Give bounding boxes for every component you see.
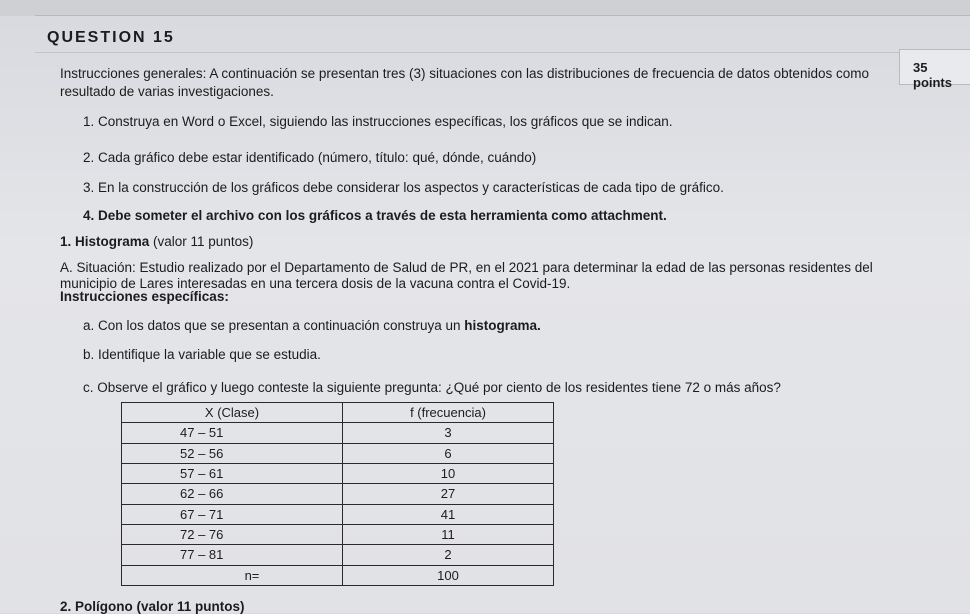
- top-divider: [35, 15, 970, 16]
- intro-line-2: resultado de varias investigaciones.: [60, 84, 274, 99]
- frequency-cell: 6: [343, 443, 554, 463]
- table-header-row: [122, 403, 554, 423]
- table-total-row: [122, 565, 554, 585]
- section2-heading: 2. Polígono (valor 11 puntos): [60, 599, 245, 614]
- question-title: QUESTION 15: [47, 29, 175, 46]
- frequency-cell: 11: [343, 524, 554, 544]
- points-label: 35 points: [913, 60, 952, 90]
- class-cell: 62 – 66: [122, 484, 343, 504]
- table-row: [122, 484, 554, 504]
- section1-heading: [60, 234, 253, 249]
- class-cell: 47 – 51: [122, 423, 343, 443]
- class-cell: 77 – 81: [122, 545, 343, 565]
- specific-item-b: b. Identifique la variable que se estudia.: [83, 347, 321, 362]
- frequency-table: [121, 402, 554, 586]
- frequency-cell: 3: [343, 423, 554, 443]
- specific-item-c: c. Observe el gráfico y luego conteste la siguiente pregunta: ¿Qué por ciento de los residentes tiene 72 o más años?: [83, 380, 781, 395]
- class-cell: 67 – 71: [122, 504, 343, 524]
- general-item-3: 3. En la construcción de los gráficos debe considerar los aspectos y características de cada tipo de gráfico.: [83, 180, 724, 195]
- general-item-4: 4. Debe someter el archivo con los gráficos a través de esta herramienta como attachment.: [83, 208, 667, 223]
- situation-line-2: municipio de Lares interesadas en una tercera dosis de la vacuna contra el Covid-19.: [60, 276, 571, 291]
- general-item-1: 1. Construya en Word o Excel, siguiendo las instrucciones específicas, los gráficos que se indican.: [83, 114, 673, 129]
- table-row: [122, 463, 554, 483]
- table-row: [122, 423, 554, 443]
- top-band: [0, 0, 970, 16]
- general-item-2: 2. Cada gráfico debe estar identificado (número, título: qué, dónde, cuándo): [83, 150, 537, 165]
- specific-item-a: [83, 318, 541, 333]
- frequency-cell: 27: [343, 484, 554, 504]
- class-cell: 52 – 56: [122, 443, 343, 463]
- frequency-cell: 2: [343, 545, 554, 565]
- specific-item-a-text: a. Con los datos que se presentan a continuación construya un: [83, 318, 465, 333]
- total-value: 100: [343, 565, 554, 585]
- specific-instructions-heading: Instrucciones específicas:: [60, 289, 229, 304]
- table-row: [122, 524, 554, 544]
- table-row: [122, 545, 554, 565]
- class-cell: 57 – 61: [122, 463, 343, 483]
- situation-line-1: A. Situación: Estudio realizado por el Departamento de Salud de PR, en el 2021 para determinar la edad de las personas residentes del: [60, 260, 873, 275]
- table-row: [122, 443, 554, 463]
- section1-heading-bold: 1. Histograma: [60, 234, 150, 249]
- intro-line-1: Instrucciones generales: A continuación se presentan tres (3) situaciones con las distribuciones de frecuencia de datos obtenidos como: [60, 66, 869, 81]
- specific-item-a-bold: histograma.: [464, 318, 541, 333]
- frequency-cell: 10: [343, 463, 554, 483]
- table-row: [122, 504, 554, 524]
- total-label: n=: [122, 565, 343, 585]
- section1-heading-rest: (valor 11 puntos): [149, 234, 254, 249]
- points-badge: [899, 49, 970, 90]
- header-class: X (Clase): [122, 403, 343, 423]
- class-cell: 72 – 76: [122, 524, 343, 544]
- question-divider: [35, 52, 970, 53]
- header-frequency: f (frecuencia): [343, 403, 554, 423]
- frequency-cell: 41: [343, 504, 554, 524]
